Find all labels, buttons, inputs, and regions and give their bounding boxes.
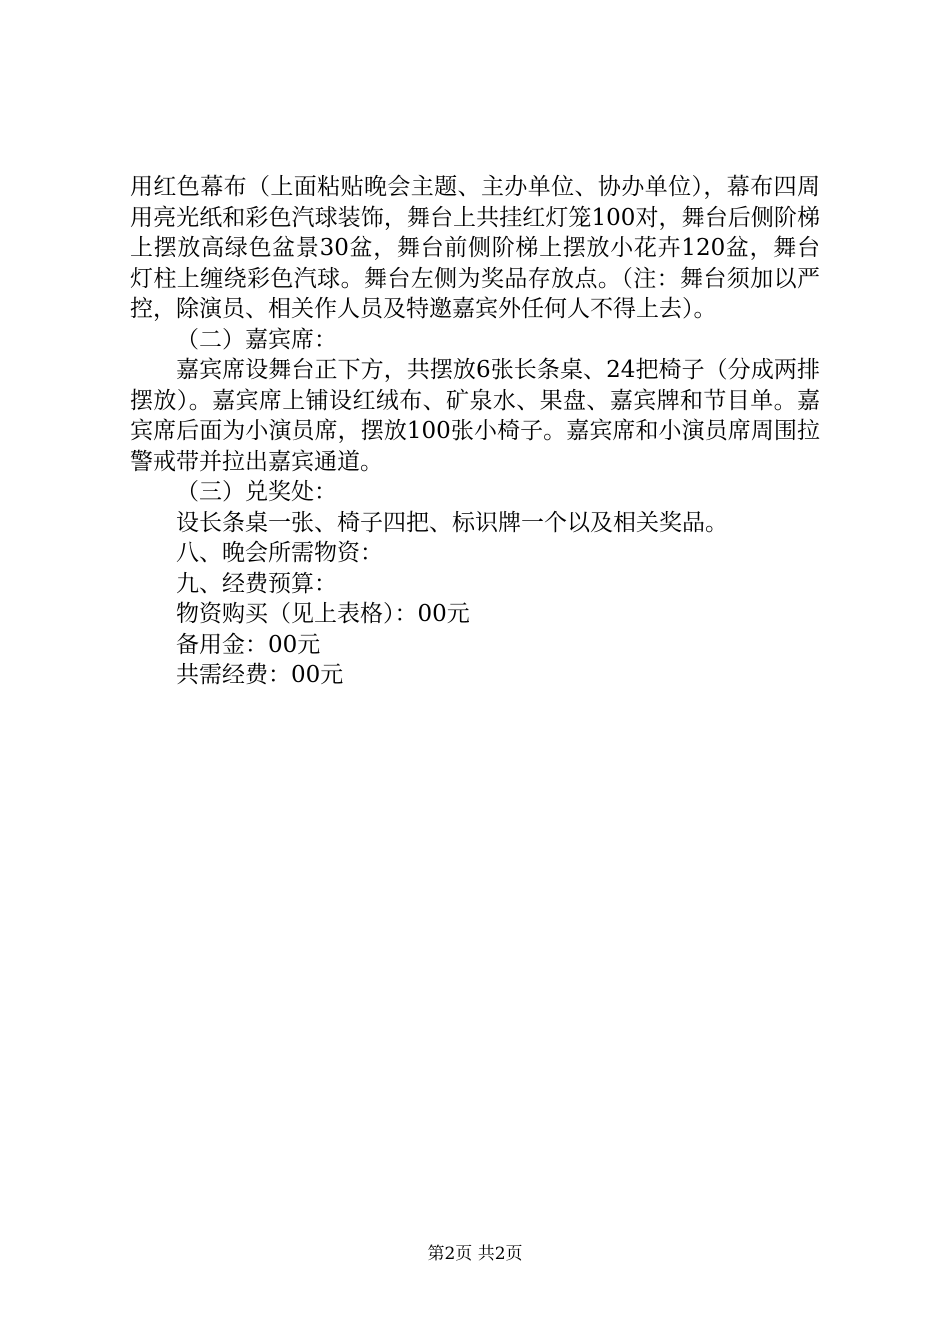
budget-line-reserve: 备用金：00元 [176,631,321,658]
heading-materials: 八、晚会所需物资： [176,540,383,566]
paragraph-prize-desk: 设长条桌一张、椅子四把、标识牌一个以及相关奖品。 [176,509,728,536]
page-number-footer: 第2页 共2页 [427,1244,523,1264]
heading-budget: 九、经费预算： [176,570,337,597]
budget-line-total: 共需经费：00元 [176,662,344,688]
paragraph-stage-decoration: 用红色幕布（上面粘贴晚会主题、主办单位、协办单位），幕布四周用亮光纸和彩色汽球装饰，舞台上共挂红灯笼100对，舞台后侧阶梯上摆放高绿色盆景30盆，舞台前侧阶梯上摆放小花卉120盆，舞台灯柱上缠绕彩色汽球。舞台左侧为奖品存放点。（注：舞台须加以严控，除演员、相关作人员及特邀嘉宾外任何人不得上去）。 [130,174,820,322]
heading-guest-seating: （二）嘉宾席： [176,326,337,353]
paragraph-guest-seating: 嘉宾席设舞台正下方，共摆放6张长条桌、24把椅子（分成两排摆放）。嘉宾席上铺设红绒布、矿泉水、果盘、嘉宾牌和节目单。嘉宾席后面为小演员席，摆放100张小椅子。嘉宾席和小演员席周围拉警戒带并拉出嘉宾通道。 [130,357,820,475]
document-body [130,172,820,691]
heading-prize-desk: （三）兑奖处： [176,479,337,505]
budget-line-purchase: 物资购买（见上表格）：00元 [176,601,470,627]
